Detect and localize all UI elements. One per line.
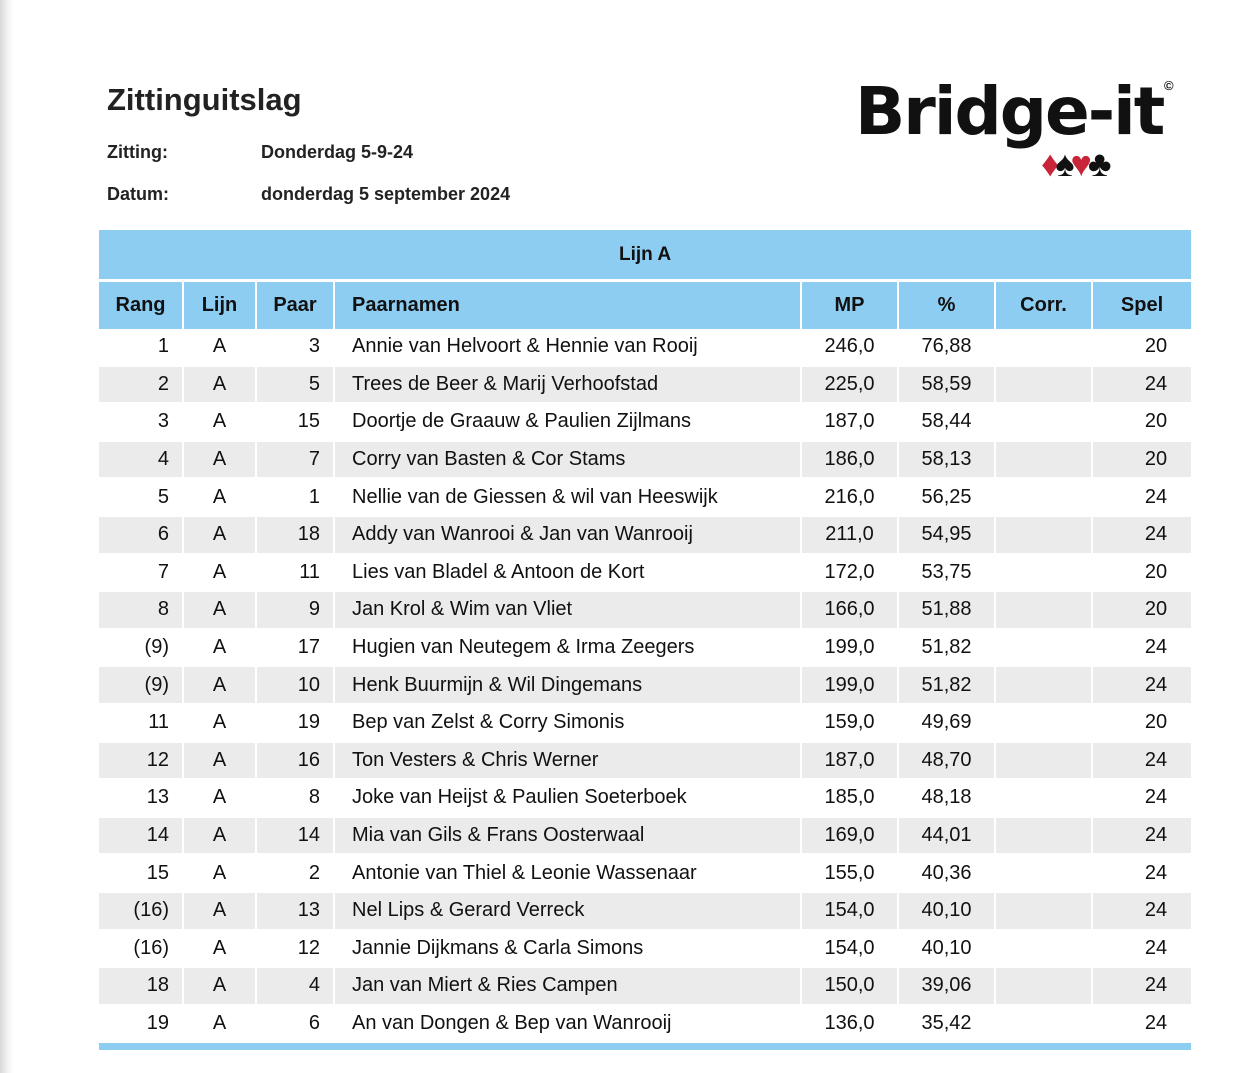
pct-cell: 58,59 [899, 367, 996, 405]
mp-cell: 225,0 [802, 367, 899, 405]
club-icon: ♣ [1087, 143, 1108, 184]
table-row [99, 329, 1191, 367]
page-title: Zittinguitslag [107, 82, 302, 117]
paar-cell: 18 [257, 517, 335, 555]
names-cell: Doortje de Graauw & Paulien Zijlmans [335, 404, 802, 442]
rang-cell: 3 [99, 404, 184, 442]
corr-cell [996, 931, 1093, 969]
lijn-cell: A [184, 630, 257, 668]
table-row [99, 555, 1191, 593]
rang-cell: (9) [99, 667, 184, 705]
table-row [99, 780, 1191, 818]
corr-cell [996, 705, 1093, 743]
mp-cell: 159,0 [802, 705, 899, 743]
lijn-cell: A [184, 893, 257, 931]
names-cell: Hugien van Neutegem & Irma Zeegers [335, 630, 802, 668]
paar-cell: 8 [257, 780, 335, 818]
rang-cell: 14 [99, 818, 184, 856]
names-cell: Corry van Basten & Cor Stams [335, 442, 802, 480]
rang-cell: 7 [99, 555, 184, 593]
spel-cell: 24 [1093, 968, 1191, 1006]
paar-cell: 17 [257, 630, 335, 668]
lijn-cell: A [184, 1006, 257, 1044]
paar-cell: 14 [257, 818, 335, 856]
names-cell: Trees de Beer & Marij Verhoofstad [335, 367, 802, 405]
results-body [99, 329, 1191, 1043]
pct-cell: 76,88 [899, 329, 996, 367]
bridge-it-logo [855, 72, 1185, 187]
lijn-cell: A [184, 705, 257, 743]
mp-cell: 246,0 [802, 329, 899, 367]
paar-cell: 16 [257, 743, 335, 781]
names-cell: Nel Lips & Gerard Verreck [335, 893, 802, 931]
table-row [99, 592, 1191, 630]
column-header-lijn: Lijn [184, 282, 257, 329]
mp-cell: 199,0 [802, 630, 899, 668]
column-header-mp: MP [802, 282, 899, 329]
paar-cell: 19 [257, 705, 335, 743]
paar-cell: 2 [257, 855, 335, 893]
column-header-paar: Paar [257, 282, 335, 329]
names-cell: Joke van Heijst & Paulien Soeterboek [335, 780, 802, 818]
table-row [99, 855, 1191, 893]
rang-cell: 13 [99, 780, 184, 818]
rang-cell: 19 [99, 1006, 184, 1044]
names-cell: Ton Vesters & Chris Werner [335, 743, 802, 781]
mp-cell: 187,0 [802, 743, 899, 781]
corr-cell [996, 404, 1093, 442]
corr-cell [996, 780, 1093, 818]
spade-icon: ♠ [1055, 143, 1071, 184]
lijn-cell: A [184, 367, 257, 405]
spel-cell: 24 [1093, 855, 1191, 893]
rang-cell: 2 [99, 367, 184, 405]
datum-label: Datum: [107, 184, 169, 204]
corr-cell [996, 743, 1093, 781]
lijn-cell: A [184, 404, 257, 442]
pct-cell: 54,95 [899, 517, 996, 555]
pct-cell: 53,75 [899, 555, 996, 593]
names-cell: An van Dongen & Bep van Wanrooij [335, 1006, 802, 1044]
rang-cell: 6 [99, 517, 184, 555]
rang-cell: 12 [99, 743, 184, 781]
column-header-rang: Rang [99, 282, 184, 329]
table-row [99, 818, 1191, 856]
spel-cell: 24 [1093, 931, 1191, 969]
table-row [99, 442, 1191, 480]
paar-cell: 3 [257, 329, 335, 367]
pct-cell: 48,18 [899, 780, 996, 818]
rang-cell: 8 [99, 592, 184, 630]
spel-cell: 20 [1093, 442, 1191, 480]
names-cell: Bep van Zelst & Corry Simonis [335, 705, 802, 743]
paar-cell: 11 [257, 555, 335, 593]
table-row [99, 630, 1191, 668]
names-cell: Lies van Bladel & Antoon de Kort [335, 555, 802, 593]
paar-cell: 9 [257, 592, 335, 630]
spel-cell: 24 [1093, 479, 1191, 517]
paar-cell: 4 [257, 968, 335, 1006]
table-row [99, 517, 1191, 555]
spel-cell: 20 [1093, 404, 1191, 442]
card-suits [1041, 144, 1108, 184]
names-cell: Annie van Helvoort & Hennie van Rooij [335, 329, 802, 367]
paar-cell: 10 [257, 667, 335, 705]
lijn-cell: A [184, 780, 257, 818]
heart-icon: ♥ [1070, 143, 1088, 184]
corr-cell [996, 555, 1093, 593]
spel-cell: 20 [1093, 555, 1191, 593]
column-header-spel: Spel [1093, 282, 1191, 329]
diamond-icon: ♦ [1041, 143, 1056, 184]
table-bottom-bar [99, 1043, 1191, 1050]
names-cell: Jan Krol & Wim van Vliet [335, 592, 802, 630]
rang-cell: (16) [99, 931, 184, 969]
pct-cell: 51,88 [899, 592, 996, 630]
pct-cell: 40,10 [899, 893, 996, 931]
corr-cell [996, 442, 1093, 480]
spel-cell: 24 [1093, 630, 1191, 668]
pct-cell: 58,13 [899, 442, 996, 480]
corr-cell [996, 1006, 1093, 1044]
zitting-label: Zitting: [107, 142, 168, 162]
mp-cell: 185,0 [802, 780, 899, 818]
paar-cell: 1 [257, 479, 335, 517]
corr-cell [996, 855, 1093, 893]
mp-cell: 150,0 [802, 968, 899, 1006]
logo-text: Bridge-it [855, 73, 1164, 150]
spel-cell: 24 [1093, 1006, 1191, 1044]
pct-cell: 40,36 [899, 855, 996, 893]
paar-cell: 15 [257, 404, 335, 442]
spel-cell: 20 [1093, 592, 1191, 630]
paar-cell: 12 [257, 931, 335, 969]
paar-cell: 6 [257, 1006, 335, 1044]
pct-cell: 40,10 [899, 931, 996, 969]
mp-cell: 172,0 [802, 555, 899, 593]
spel-cell: 24 [1093, 893, 1191, 931]
table-row [99, 931, 1191, 969]
zitting-value: Donderdag 5-9-24 [261, 142, 414, 162]
rang-cell: 18 [99, 968, 184, 1006]
column-header-paarnamen: Paarnamen [335, 282, 802, 329]
table-row [99, 1006, 1191, 1044]
table-row [99, 705, 1191, 743]
corr-cell [996, 592, 1093, 630]
corr-cell [996, 818, 1093, 856]
rang-cell: 4 [99, 442, 184, 480]
names-cell: Addy van Wanrooi & Jan van Wanrooij [335, 517, 802, 555]
mp-cell: 187,0 [802, 404, 899, 442]
rang-cell: 5 [99, 479, 184, 517]
spel-cell: 20 [1093, 705, 1191, 743]
names-cell: Antonie van Thiel & Leonie Wassenaar [335, 855, 802, 893]
lijn-cell: A [184, 555, 257, 593]
lijn-cell: A [184, 931, 257, 969]
lijn-cell: A [184, 855, 257, 893]
copyright-icon: © [1164, 78, 1174, 93]
table-row [99, 968, 1191, 1006]
pct-cell: 56,25 [899, 479, 996, 517]
rang-cell: (16) [99, 893, 184, 931]
table-row [99, 893, 1191, 931]
paar-cell: 13 [257, 893, 335, 931]
rang-cell: 15 [99, 855, 184, 893]
corr-cell [996, 667, 1093, 705]
names-cell: Mia van Gils & Frans Oosterwaal [335, 818, 802, 856]
mp-cell: 166,0 [802, 592, 899, 630]
lijn-cell: A [184, 329, 257, 367]
names-cell: Jan van Miert & Ries Campen [335, 968, 802, 1006]
spel-cell: 24 [1093, 780, 1191, 818]
corr-cell [996, 517, 1093, 555]
mp-cell: 199,0 [802, 667, 899, 705]
mp-cell: 216,0 [802, 479, 899, 517]
corr-cell [996, 479, 1093, 517]
pct-cell: 58,44 [899, 404, 996, 442]
datum-value: donderdag 5 september 2024 [261, 184, 511, 204]
lijn-cell: A [184, 479, 257, 517]
pct-cell: 35,42 [899, 1006, 996, 1044]
mp-cell: 154,0 [802, 893, 899, 931]
mp-cell: 136,0 [802, 1006, 899, 1044]
paar-cell: 5 [257, 367, 335, 405]
lijn-cell: A [184, 743, 257, 781]
results-table [99, 230, 1191, 1050]
lijn-cell: A [184, 818, 257, 856]
lijn-cell: A [184, 592, 257, 630]
corr-cell [996, 367, 1093, 405]
table-row [99, 743, 1191, 781]
pct-cell: 48,70 [899, 743, 996, 781]
section-title: Lijn A [99, 230, 1191, 282]
column-header-corr: Corr. [996, 282, 1093, 329]
table-row [99, 367, 1191, 405]
table-row [99, 479, 1191, 517]
lijn-cell: A [184, 442, 257, 480]
table-row [99, 667, 1191, 705]
corr-cell [996, 968, 1093, 1006]
mp-cell: 211,0 [802, 517, 899, 555]
rang-cell: (9) [99, 630, 184, 668]
spel-cell: 24 [1093, 367, 1191, 405]
pct-cell: 44,01 [899, 818, 996, 856]
spel-cell: 24 [1093, 743, 1191, 781]
names-cell: Nellie van de Giessen & wil van Heeswijk [335, 479, 802, 517]
corr-cell [996, 329, 1093, 367]
names-cell: Henk Buurmijn & Wil Dingemans [335, 667, 802, 705]
mp-cell: 169,0 [802, 818, 899, 856]
lijn-cell: A [184, 667, 257, 705]
column-header-percent: % [899, 282, 996, 329]
rang-cell: 1 [99, 329, 184, 367]
pct-cell: 39,06 [899, 968, 996, 1006]
mp-cell: 186,0 [802, 442, 899, 480]
pct-cell: 51,82 [899, 667, 996, 705]
spel-cell: 24 [1093, 517, 1191, 555]
spel-cell: 20 [1093, 329, 1191, 367]
lijn-cell: A [184, 517, 257, 555]
table-row [99, 404, 1191, 442]
corr-cell [996, 893, 1093, 931]
corr-cell [996, 630, 1093, 668]
spel-cell: 24 [1093, 818, 1191, 856]
rang-cell: 11 [99, 705, 184, 743]
names-cell: Jannie Dijkmans & Carla Simons [335, 931, 802, 969]
mp-cell: 154,0 [802, 931, 899, 969]
pct-cell: 51,82 [899, 630, 996, 668]
page-edge-shadow [0, 0, 14, 1073]
pct-cell: 49,69 [899, 705, 996, 743]
paar-cell: 7 [257, 442, 335, 480]
spel-cell: 24 [1093, 667, 1191, 705]
lijn-cell: A [184, 968, 257, 1006]
mp-cell: 155,0 [802, 855, 899, 893]
